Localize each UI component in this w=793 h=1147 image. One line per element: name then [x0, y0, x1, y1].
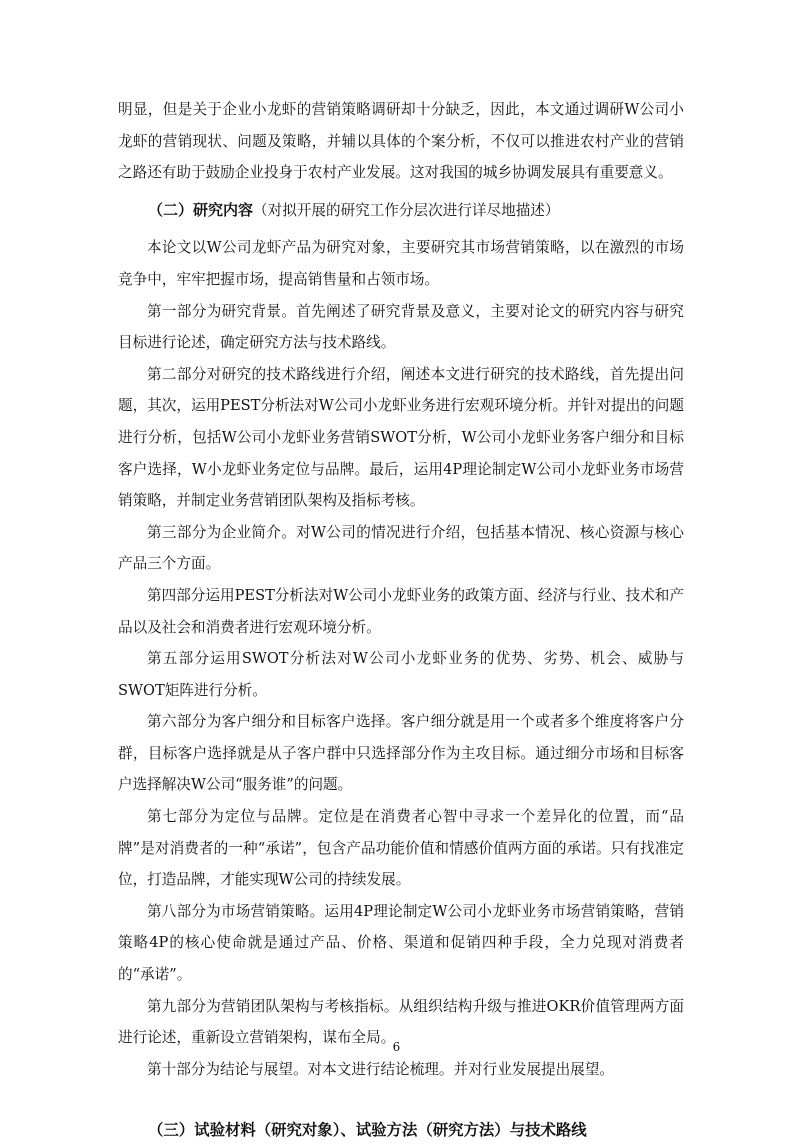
section-heading-research-content — [118, 195, 684, 227]
paragraph-part-6: 第六部分为客户细分和目标客户选择。客户细分就是用一个或者多个维度将客户分群，目标客户选择就是从子客户群中只选择部分作为主攻目标。通过细分市场和目标客户选择解决W公司“服务谁”的问题。 — [118, 713, 684, 794]
section-heading-note: （对拟开展的研究工作分层次进行详尽地描述） — [253, 201, 560, 219]
spacer — [118, 1085, 684, 1115]
page-body — [118, 94, 684, 1147]
opening-paragraph: 明显，但是关于企业小龙虾的营销策略调研却十分缺乏，因此，本文通过调研W公司小龙虾的营销现状、问题及策略，并辅以具体的个案分析，不仅可以推进农村产业的营销之路还有助于鼓励企业投身于农村产业发展。这对我国的城乡协调发展具有重要意义。 — [118, 101, 684, 182]
section-heading-materials-methods: （三）试验材料（研究对象）、试验方法（研究方法）与技术路线 — [148, 1121, 587, 1140]
paragraph-part-9: 第九部分为营销团队架构与考核指标。从组织结构升级与推进OKR价值管理两方面进行论述，重新设立营销架构，谋布全局。 — [118, 997, 684, 1047]
paragraph-part-7: 第七部分为定位与品牌。定位是在消费者心智中寻求一个差异化的位置，而“品牌”是对消费者的一种“承诺”，包含产品功能价值和情感价值两方面的承诺。只有找准定位，打造品牌，才能实现W公司的持续发展。 — [118, 808, 684, 889]
paragraph-intro: 本论文以W公司龙虾产品为研究对象，主要研究其市场营销策略，以在激烈的市场竞争中，牢牢把握市场，提高销售量和占领市场。 — [118, 239, 684, 288]
section-heading-title: （二）研究内容 — [148, 200, 254, 219]
paragraph-part-10: 第十部分为结论与展望。对本文进行结论梳理。并对行业发展提出展望。 — [147, 1060, 615, 1078]
paragraph-part-2: 第二部分对研究的技术路线进行介绍，阐述本文进行研究的技术路线，首先提出问题，其次，运用PEST分析法对W公司小龙虾业务进行宏观环境分析。并针对提出的问题进行分析，包括W公司小龙虾业务营销SWOT分析，W公司小龙虾业务客户细分和目标客户选择，W小龙虾业务定位与品牌。最后，运用4P理论制定W公司小龙虾业务市场营销策略，并制定业务营销团队架构及指标考核。 — [118, 365, 684, 510]
paragraph-part-4: 第四部分运用PEST分析法对W公司小龙虾业务的政策方面、经济与行业、技术和产品以及社会和消费者进行宏观环境分析。 — [118, 586, 684, 636]
paragraph-part-8: 第八部分为市场营销策略。运用4P理论制定W公司小龙虾业务市场营销策略，营销策略4P的核心使命就是通过产品、价格、渠道和促销四种手段，全力兑现对消费者的“承诺”。 — [118, 902, 684, 984]
paragraph-part-1: 第一部分为研究背景。首先阐述了研究背景及意义，主要对论文的研究内容与研究目标进行论述，确定研究方法与技术路线。 — [118, 302, 684, 352]
paragraph-part-3: 第三部分为企业简介。对W公司的情况进行介绍，包括基本情况、核心资源与核心产品三个方面。 — [118, 523, 684, 573]
paragraph-part-5: 第五部分运用SWOT分析法对W公司小龙虾业务的优势、劣势、机会、威胁与SWOT矩阵进行分析。 — [118, 650, 684, 699]
page-number: 6 — [392, 1040, 401, 1054]
